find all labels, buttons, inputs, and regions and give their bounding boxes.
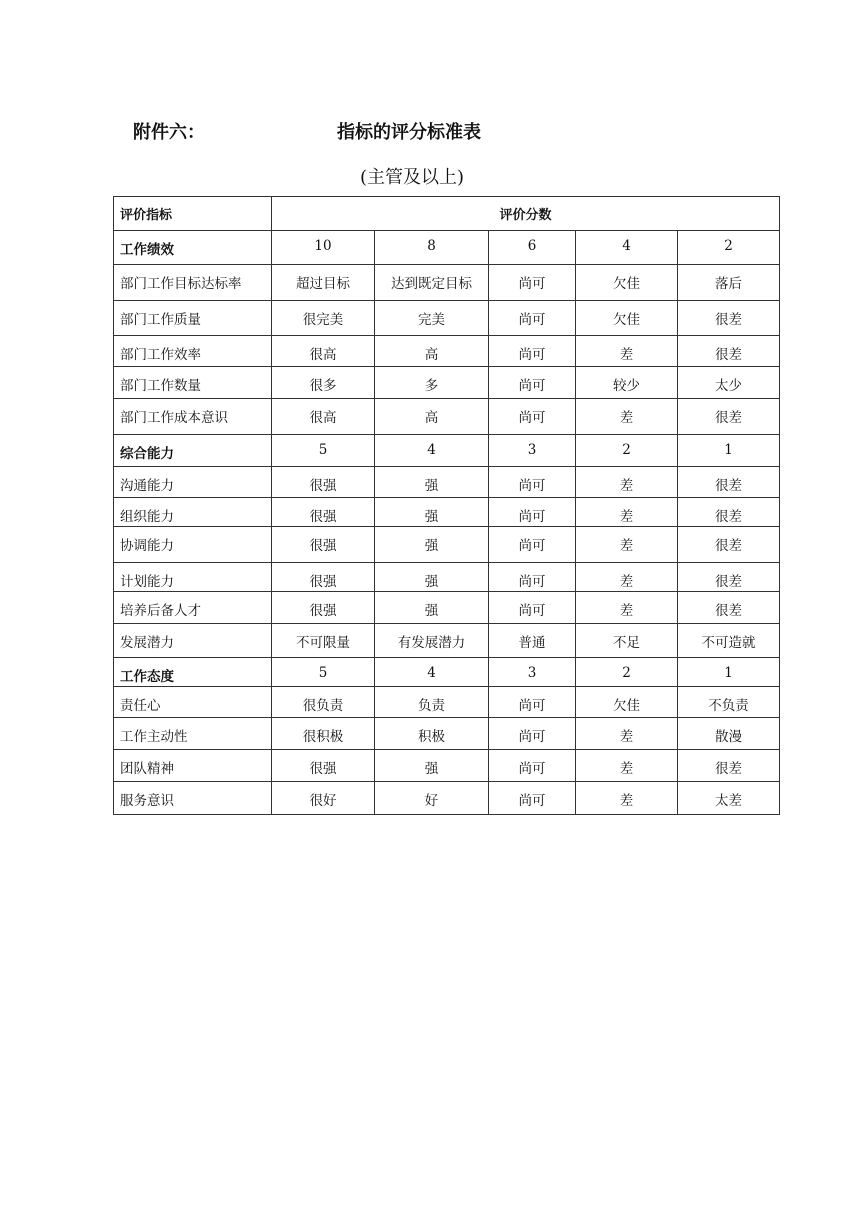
indicator-cell: 综合能力 bbox=[114, 435, 272, 467]
table-body bbox=[114, 197, 780, 815]
score-cell: 尚可 bbox=[489, 301, 576, 336]
score-cell: 不可造就 bbox=[678, 624, 780, 658]
score-cell: 1 bbox=[678, 658, 780, 687]
score-cell: 3 bbox=[489, 658, 576, 687]
score-cell: 高 bbox=[375, 399, 489, 435]
score-cell: 尚可 bbox=[489, 782, 576, 815]
page-title: 指标的评分标准表 bbox=[337, 122, 481, 143]
score-cell: 很强 bbox=[272, 750, 375, 782]
score-cell: 很强 bbox=[272, 592, 375, 624]
score-cell: 2 bbox=[576, 435, 678, 467]
score-cell: 完美 bbox=[375, 301, 489, 336]
score-cell: 高 bbox=[375, 336, 489, 367]
page-subtitle: (主管及以上) bbox=[360, 167, 465, 188]
table-row bbox=[114, 563, 780, 592]
score-cell: 普通 bbox=[489, 624, 576, 658]
score-cell: 5 bbox=[272, 658, 375, 687]
score-cell: 尚可 bbox=[489, 750, 576, 782]
score-cell: 差 bbox=[576, 336, 678, 367]
indicator-cell: 部门工作成本意识 bbox=[114, 399, 272, 435]
score-cell: 5 bbox=[272, 435, 375, 467]
score-cell: 强 bbox=[375, 527, 489, 563]
table-row bbox=[114, 624, 780, 658]
score-cell: 4 bbox=[375, 435, 489, 467]
indicator-cell: 服务意识 bbox=[114, 782, 272, 815]
score-cell: 差 bbox=[576, 527, 678, 563]
score-cell: 很高 bbox=[272, 336, 375, 367]
table-row bbox=[114, 467, 780, 498]
score-cell: 很高 bbox=[272, 399, 375, 435]
score-cell: 尚可 bbox=[489, 687, 576, 718]
table-row bbox=[114, 750, 780, 782]
indicator-cell: 部门工作质量 bbox=[114, 301, 272, 336]
score-cell: 很完美 bbox=[272, 301, 375, 336]
score-cell: 强 bbox=[375, 750, 489, 782]
score-cell: 很差 bbox=[678, 527, 780, 563]
score-cell: 欠佳 bbox=[576, 265, 678, 301]
score-cell: 差 bbox=[576, 467, 678, 498]
section-row bbox=[114, 231, 780, 265]
score-cell: 很强 bbox=[272, 498, 375, 527]
table-header-row bbox=[114, 197, 780, 231]
score-cell: 强 bbox=[375, 563, 489, 592]
score-cell: 多 bbox=[375, 367, 489, 399]
score-cell: 尚可 bbox=[489, 718, 576, 750]
score-cell: 很差 bbox=[678, 563, 780, 592]
score-cell: 很差 bbox=[678, 399, 780, 435]
table-row bbox=[114, 527, 780, 563]
score-cell: 很负责 bbox=[272, 687, 375, 718]
score-cell: 4 bbox=[576, 231, 678, 265]
header-score: 评价分数 bbox=[272, 197, 780, 231]
score-cell: 尚可 bbox=[489, 527, 576, 563]
section-row bbox=[114, 435, 780, 467]
score-cell: 积极 bbox=[375, 718, 489, 750]
score-cell: 尚可 bbox=[489, 563, 576, 592]
score-cell: 散漫 bbox=[678, 718, 780, 750]
score-cell: 欠佳 bbox=[576, 687, 678, 718]
score-cell: 差 bbox=[576, 782, 678, 815]
score-cell: 尚可 bbox=[489, 592, 576, 624]
score-cell: 2 bbox=[576, 658, 678, 687]
score-cell: 2 bbox=[678, 231, 780, 265]
score-cell: 强 bbox=[375, 498, 489, 527]
indicator-cell: 培养后备人才 bbox=[114, 592, 272, 624]
score-cell: 差 bbox=[576, 498, 678, 527]
score-cell: 很强 bbox=[272, 563, 375, 592]
indicator-cell: 部门工作目标达标率 bbox=[114, 265, 272, 301]
score-cell: 很差 bbox=[678, 498, 780, 527]
score-cell: 差 bbox=[576, 718, 678, 750]
score-cell: 3 bbox=[489, 435, 576, 467]
score-cell: 太差 bbox=[678, 782, 780, 815]
score-cell: 8 bbox=[375, 231, 489, 265]
indicator-cell: 工作主动性 bbox=[114, 718, 272, 750]
score-cell: 达到既定目标 bbox=[375, 265, 489, 301]
score-cell: 较少 bbox=[576, 367, 678, 399]
indicator-cell: 发展潜力 bbox=[114, 624, 272, 658]
score-cell: 1 bbox=[678, 435, 780, 467]
score-cell: 差 bbox=[576, 563, 678, 592]
score-cell: 好 bbox=[375, 782, 489, 815]
score-cell: 很强 bbox=[272, 527, 375, 563]
indicator-cell: 部门工作数量 bbox=[114, 367, 272, 399]
indicator-cell: 沟通能力 bbox=[114, 467, 272, 498]
indicator-cell: 组织能力 bbox=[114, 498, 272, 527]
indicator-cell: 团队精神 bbox=[114, 750, 272, 782]
indicator-cell: 责任心 bbox=[114, 687, 272, 718]
score-cell: 差 bbox=[576, 399, 678, 435]
header-indicator: 评价指标 bbox=[114, 197, 272, 231]
score-cell: 很差 bbox=[678, 750, 780, 782]
score-cell: 不可限量 bbox=[272, 624, 375, 658]
score-cell: 很差 bbox=[678, 336, 780, 367]
annex-label: 附件六： bbox=[133, 122, 205, 143]
table-row bbox=[114, 265, 780, 301]
table-row bbox=[114, 782, 780, 815]
score-cell: 尚可 bbox=[489, 367, 576, 399]
indicator-cell: 协调能力 bbox=[114, 527, 272, 563]
score-cell: 超过目标 bbox=[272, 265, 375, 301]
score-cell: 很差 bbox=[678, 592, 780, 624]
score-cell: 很差 bbox=[678, 301, 780, 336]
table-row bbox=[114, 367, 780, 399]
indicator-cell: 计划能力 bbox=[114, 563, 272, 592]
score-cell: 尚可 bbox=[489, 498, 576, 527]
scoring-standard-table bbox=[113, 196, 780, 815]
score-cell: 很多 bbox=[272, 367, 375, 399]
section-row bbox=[114, 658, 780, 687]
score-cell: 很积极 bbox=[272, 718, 375, 750]
score-cell: 强 bbox=[375, 467, 489, 498]
table-row bbox=[114, 336, 780, 367]
score-cell: 很好 bbox=[272, 782, 375, 815]
score-cell: 6 bbox=[489, 231, 576, 265]
indicator-cell: 部门工作效率 bbox=[114, 336, 272, 367]
score-cell: 尚可 bbox=[489, 467, 576, 498]
score-cell: 太少 bbox=[678, 367, 780, 399]
table-row bbox=[114, 399, 780, 435]
table-row bbox=[114, 498, 780, 527]
score-cell: 负责 bbox=[375, 687, 489, 718]
table-row bbox=[114, 301, 780, 336]
score-cell: 落后 bbox=[678, 265, 780, 301]
score-cell: 10 bbox=[272, 231, 375, 265]
score-cell: 很强 bbox=[272, 467, 375, 498]
indicator-cell: 工作绩效 bbox=[114, 231, 272, 265]
score-cell: 差 bbox=[576, 592, 678, 624]
score-cell: 尚可 bbox=[489, 336, 576, 367]
indicator-cell: 工作态度 bbox=[114, 658, 272, 687]
score-cell: 不负责 bbox=[678, 687, 780, 718]
score-cell: 很差 bbox=[678, 467, 780, 498]
score-cell: 有发展潜力 bbox=[375, 624, 489, 658]
table-row bbox=[114, 687, 780, 718]
score-cell: 4 bbox=[375, 658, 489, 687]
score-cell: 不足 bbox=[576, 624, 678, 658]
score-cell: 强 bbox=[375, 592, 489, 624]
score-cell: 尚可 bbox=[489, 265, 576, 301]
table-row bbox=[114, 718, 780, 750]
score-cell: 欠佳 bbox=[576, 301, 678, 336]
table-row bbox=[114, 592, 780, 624]
score-cell: 差 bbox=[576, 750, 678, 782]
score-cell: 尚可 bbox=[489, 399, 576, 435]
